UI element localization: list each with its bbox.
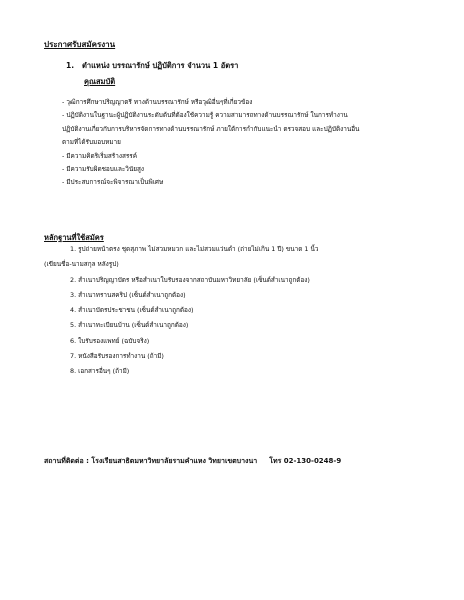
qualifications-heading: คุณสมบัติ <box>84 77 116 86</box>
qualification-line: - ปฏิบัติงานในฐานะผู้ปฏิบัติงานระดับต้นที่ต้องใช้ความรู้ ความสามารถทางด้านบรรณารักษ์ ในการทำงาน <box>62 111 348 120</box>
position-text: ตำแหน่ง บรรณารักษ์ ปฏิบัติการ จำนวน 1 อัตรา <box>82 61 239 70</box>
evidence-item: 2. สำเนาปริญญาบัตร หรือสำเนาใบรับรองจากสถาบันมหาวิทยาลัย (เซ็นต์สำเนาถูกต้อง) <box>70 275 310 284</box>
qualification-line: - วุฒิการศึกษาปริญญาตรี ทางด้านบรรณารักษ์ หรือวุฒิอื่นๆที่เกี่ยวข้อง <box>62 98 253 106</box>
qualification-line: ตามที่ได้รับมอบหมาย <box>62 138 121 147</box>
qualification-line: - มีความรับผิดชอบและวินัยสูง <box>62 165 145 174</box>
evidence-item: 6. ใบรับรองแพทย์ (ฉบับจริง) <box>70 336 150 345</box>
evidence-list <box>44 242 444 380</box>
qualification-line: - มีประสบการณ์จะพิจารณาเป็นพิเศษ <box>62 178 164 187</box>
evidence-item: 7. หนังสือรับรองการทำงาน (ถ้ามี) <box>70 352 164 361</box>
qualification-line: ปฏิบัติงานเกี่ยวกับการบริหารจัดการทางด้านบรรณารักษ์ ภายใต้การกำกับแนะนำ ตรวจสอบ และปฏิบัติงานอื่น <box>62 124 360 133</box>
qualification-line: - มีความคิดริเริ่มสร้างสรรค์ <box>62 151 137 160</box>
evidence-item-continuation: (เขียนชื่อ-นามสกุล หลังรูป) <box>44 260 119 269</box>
qualifications-list <box>62 96 434 190</box>
evidence-item: 3. สำเนาทรานสคริป (เซ็นต์สำเนาถูกต้อง) <box>70 290 186 299</box>
contact-line <box>44 456 341 466</box>
page-title: ประกาศรับสมัครงาน <box>44 40 116 49</box>
contact-phone: โทร 02-130-0248-9 <box>269 457 342 465</box>
position-line <box>66 61 238 71</box>
contact-place: สถานที่ติดต่อ : โรงเรียนสาธิตมหาวิทยาลัยรามคำแหง วิทยาเขตบางนา <box>44 457 258 465</box>
evidence-heading: หลักฐานที่ใช้สมัคร <box>44 233 104 242</box>
evidence-item: 8. เอกสารอื่นๆ (ถ้ามี) <box>70 367 130 376</box>
evidence-item: 5. สำเนาทะเบียนบ้าน (เซ็นต์สำเนาถูกต้อง) <box>70 321 189 330</box>
position-number: 1. <box>66 61 75 70</box>
evidence-item: 1. รูปถ่ายหน้าตรง ชุดสุภาพ ไม่สวมหมวก และไม่สวมแว่นตำ (ถ่ายไม่เกิน 1 ปี) ขนาด 1 นิ้ว <box>70 245 319 253</box>
evidence-item: 4. สำเนาบัตรประชาชน (เซ็นต์สำเนาถูกต้อง) <box>70 306 194 315</box>
